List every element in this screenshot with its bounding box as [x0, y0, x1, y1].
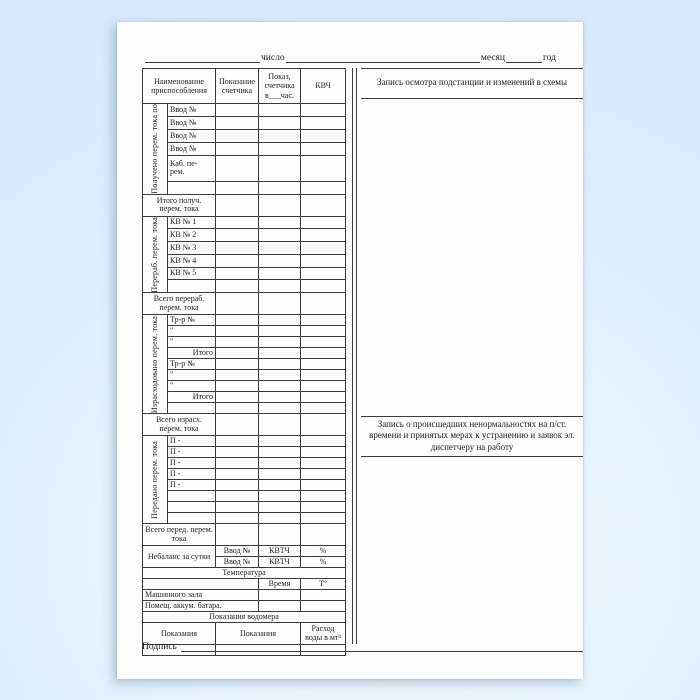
value-cell — [301, 142, 346, 155]
row-label-cell: КВ № 3 — [168, 242, 216, 255]
row-label-cell: Ввод № — [168, 116, 216, 129]
row-label-cell: Небаланс за сутки — [143, 546, 216, 568]
value-cell — [301, 216, 346, 229]
row-label-cell: " — [168, 337, 216, 348]
row-label-cell: % — [301, 546, 346, 557]
row-label-cell: Тр-р № — [168, 359, 216, 370]
section-vertical-label — [143, 436, 168, 524]
value-cell — [301, 601, 346, 612]
row-label-cell: Показания — [216, 623, 301, 645]
value-cell — [216, 254, 259, 267]
value-cell — [259, 267, 301, 280]
table-row — [143, 337, 346, 348]
value-cell — [301, 392, 346, 403]
value-cell — [216, 381, 259, 392]
signature-blank-line — [181, 638, 583, 652]
table-row — [143, 601, 346, 612]
month-blank-line — [286, 50, 480, 63]
value-cell — [259, 254, 301, 267]
row-label-cell: Итого — [168, 392, 216, 403]
row-label-cell: " — [168, 326, 216, 337]
row-label-cell: Всего израсх. перем. тока — [143, 414, 216, 436]
table-row — [143, 104, 346, 117]
value-cell — [168, 280, 216, 293]
table-row — [143, 381, 346, 392]
day-label: число — [261, 53, 285, 63]
value-cell — [216, 242, 259, 255]
value-cell — [259, 229, 301, 242]
day-blank-line — [145, 50, 260, 63]
table-row — [143, 116, 346, 129]
row-label-cell: КВ № 2 — [168, 229, 216, 242]
table-row — [143, 242, 346, 255]
row-label-cell: Машинного зала — [143, 590, 259, 601]
value-cell — [259, 359, 301, 370]
value-cell — [301, 315, 346, 326]
row-label-cell: Помещ. аккум. батара. — [143, 601, 259, 612]
table-row — [143, 315, 346, 326]
value-cell — [216, 326, 259, 337]
value-cell — [301, 436, 346, 447]
row-label-cell: П - — [168, 480, 216, 491]
value-cell — [259, 280, 301, 293]
value-cell — [216, 216, 259, 229]
value-cell — [216, 491, 259, 502]
value-cell — [216, 513, 259, 524]
section-vertical-label-text: Получено перем. тока по — [150, 104, 159, 194]
value-cell — [259, 337, 301, 348]
value-cell — [259, 480, 301, 491]
value-cell — [216, 524, 259, 546]
table-row — [143, 181, 346, 194]
value-cell — [301, 458, 346, 469]
value-cell — [259, 403, 301, 414]
row-label-cell: " — [168, 370, 216, 381]
signature-row — [142, 638, 583, 652]
section-vertical-label-text: Израсходовано перем. тока — [150, 315, 159, 413]
row-label-cell: Всего перераб. перем. тока — [143, 293, 216, 315]
readings-table-body — [143, 104, 346, 656]
value-cell — [301, 337, 346, 348]
value-cell — [168, 513, 216, 524]
value-cell — [301, 403, 346, 414]
value-cell — [168, 403, 216, 414]
value-cell — [216, 480, 259, 491]
section-vertical-label — [143, 315, 168, 414]
date-line — [145, 50, 557, 63]
value-cell — [301, 590, 346, 601]
table-row — [143, 612, 346, 623]
value-cell — [259, 293, 301, 315]
row-label-cell: Ввод № — [168, 104, 216, 117]
value-cell — [216, 414, 259, 436]
section-vertical-label — [143, 216, 168, 293]
row-label-cell: КВТЧ — [259, 557, 301, 568]
section-vertical-label-text: Перераб. перем. тока — [150, 216, 159, 293]
value-cell — [143, 579, 259, 590]
header-reading-col: Показание счетчика — [216, 69, 259, 104]
value-cell — [259, 601, 301, 612]
table-row — [143, 359, 346, 370]
value-cell — [301, 242, 346, 255]
value-cell — [216, 194, 259, 216]
inspection-panel — [361, 68, 583, 644]
row-label-cell: П - — [168, 436, 216, 447]
table-row — [143, 436, 346, 447]
value-cell — [216, 104, 259, 117]
table-row — [143, 254, 346, 267]
table-row — [143, 348, 346, 359]
value-cell — [216, 447, 259, 458]
table-row — [143, 491, 346, 502]
value-cell — [259, 155, 301, 181]
table-row — [143, 370, 346, 381]
table-row — [143, 267, 346, 280]
row-label-cell: Время — [259, 579, 301, 590]
value-cell — [301, 513, 346, 524]
row-label-cell: КВ № 1 — [168, 216, 216, 229]
row-label-cell: Тр-р № — [168, 315, 216, 326]
section-vertical-label — [143, 104, 168, 195]
table-row — [143, 293, 346, 315]
value-cell — [216, 403, 259, 414]
value-cell — [301, 370, 346, 381]
value-cell — [301, 480, 346, 491]
value-cell — [301, 381, 346, 392]
value-cell — [301, 129, 346, 142]
value-cell — [259, 414, 301, 436]
table-row — [143, 414, 346, 436]
value-cell — [259, 458, 301, 469]
value-cell — [301, 491, 346, 502]
value-cell — [301, 348, 346, 359]
value-cell — [216, 370, 259, 381]
year-blank-line — [506, 50, 542, 63]
value-cell — [259, 513, 301, 524]
table-row — [143, 155, 346, 181]
value-cell — [259, 315, 301, 326]
table-row — [143, 280, 346, 293]
row-label-cell: Каб. пе- рем. — [168, 155, 216, 181]
table-row — [143, 590, 346, 601]
value-cell — [259, 326, 301, 337]
journal-page — [117, 22, 583, 679]
value-cell — [301, 194, 346, 216]
row-label-cell: П - — [168, 469, 216, 480]
value-cell — [301, 116, 346, 129]
value-cell — [301, 280, 346, 293]
value-cell — [168, 181, 216, 194]
row-label-cell: КВ № 5 — [168, 267, 216, 280]
section-vertical-label-text: Передано перем. тока — [150, 440, 159, 519]
value-cell — [216, 181, 259, 194]
header-reading-hour-col: Показ, счетчика в___час. — [259, 69, 301, 104]
value-cell — [301, 524, 346, 546]
value-cell — [259, 348, 301, 359]
table-row — [143, 194, 346, 216]
row-label-cell: П - — [168, 447, 216, 458]
row-label-cell: Всего перед. перем. тока — [143, 524, 216, 546]
row-label-cell: Показания — [143, 623, 216, 645]
value-cell — [301, 502, 346, 513]
table-row — [143, 326, 346, 337]
value-cell — [216, 229, 259, 242]
row-label-cell: Ввод № — [168, 129, 216, 142]
value-cell — [301, 155, 346, 181]
row-label-cell: Итого — [168, 348, 216, 359]
value-cell — [216, 267, 259, 280]
value-cell — [259, 524, 301, 546]
row-label-cell: Ввод № — [216, 546, 259, 557]
table-row — [143, 447, 346, 458]
value-cell — [168, 491, 216, 502]
table-row — [143, 524, 346, 546]
value-cell — [259, 370, 301, 381]
row-label-cell: КВ № 4 — [168, 254, 216, 267]
value-cell — [301, 447, 346, 458]
value-cell — [301, 326, 346, 337]
value-cell — [259, 447, 301, 458]
table-row — [143, 502, 346, 513]
value-cell — [301, 469, 346, 480]
value-cell — [301, 267, 346, 280]
value-cell — [216, 129, 259, 142]
value-cell — [259, 436, 301, 447]
panel-divider-double-line — [352, 68, 357, 644]
header-name-col: Наименование приспособления — [143, 69, 216, 104]
row-label-cell: П - — [168, 458, 216, 469]
value-cell — [259, 392, 301, 403]
inspection-panel-title: Запись осмотра подстанции и изменений в схемы — [361, 69, 583, 99]
abnormalities-note: Запись о происшедших ненормальностях на п/ст. времени и принятых мерах к устранению и заявок эл. диспетчеру на работу — [361, 416, 583, 457]
value-cell — [301, 229, 346, 242]
table-row — [143, 229, 346, 242]
value-cell — [301, 414, 346, 436]
value-cell — [259, 142, 301, 155]
row-label-cell: Ввод № — [216, 557, 259, 568]
table-row — [143, 513, 346, 524]
value-cell — [216, 116, 259, 129]
row-label-cell: Показания водомера — [143, 612, 346, 623]
table-row — [143, 458, 346, 469]
row-label-cell: Температура — [143, 568, 346, 579]
value-cell — [259, 469, 301, 480]
value-cell — [259, 590, 301, 601]
table-row — [143, 142, 346, 155]
value-cell — [259, 216, 301, 229]
value-cell — [216, 315, 259, 326]
value-cell — [216, 348, 259, 359]
value-cell — [301, 181, 346, 194]
value-cell — [301, 293, 346, 315]
table-row — [143, 216, 346, 229]
table-row — [143, 579, 346, 590]
value-cell — [259, 194, 301, 216]
row-label-cell: Итого получ. перем. тока — [143, 194, 216, 216]
row-label-cell: Т° — [301, 579, 346, 590]
value-cell — [259, 502, 301, 513]
readings-table — [142, 68, 346, 656]
value-cell — [216, 142, 259, 155]
value-cell — [216, 502, 259, 513]
row-label-cell: Ввод № — [168, 142, 216, 155]
value-cell — [216, 359, 259, 370]
row-label-cell: Расход воды в мт³ — [301, 623, 346, 645]
value-cell — [216, 458, 259, 469]
row-label-cell: КВТЧ — [259, 546, 301, 557]
value-cell — [259, 181, 301, 194]
value-cell — [259, 104, 301, 117]
table-row — [143, 469, 346, 480]
value-cell — [301, 254, 346, 267]
value-cell — [301, 104, 346, 117]
table-row — [143, 392, 346, 403]
value-cell — [216, 392, 259, 403]
value-cell — [216, 280, 259, 293]
row-label-cell: " — [168, 381, 216, 392]
year-label: год — [543, 53, 556, 63]
table-row — [143, 403, 346, 414]
value-cell — [259, 242, 301, 255]
value-cell — [216, 337, 259, 348]
row-label-cell: % — [301, 557, 346, 568]
table-row — [143, 129, 346, 142]
value-cell — [301, 359, 346, 370]
value-cell — [216, 469, 259, 480]
value-cell — [216, 293, 259, 315]
value-cell — [259, 116, 301, 129]
table-row — [143, 480, 346, 491]
header-kvch-col: КВЧ — [301, 69, 346, 104]
signature-label: Подпись — [142, 642, 177, 652]
value-cell — [259, 381, 301, 392]
month-label: месяц — [480, 53, 506, 63]
value-cell — [259, 129, 301, 142]
table-row — [143, 568, 346, 579]
value-cell — [259, 491, 301, 502]
value-cell — [216, 155, 259, 181]
value-cell — [216, 436, 259, 447]
table-row — [143, 546, 346, 557]
value-cell — [168, 502, 216, 513]
